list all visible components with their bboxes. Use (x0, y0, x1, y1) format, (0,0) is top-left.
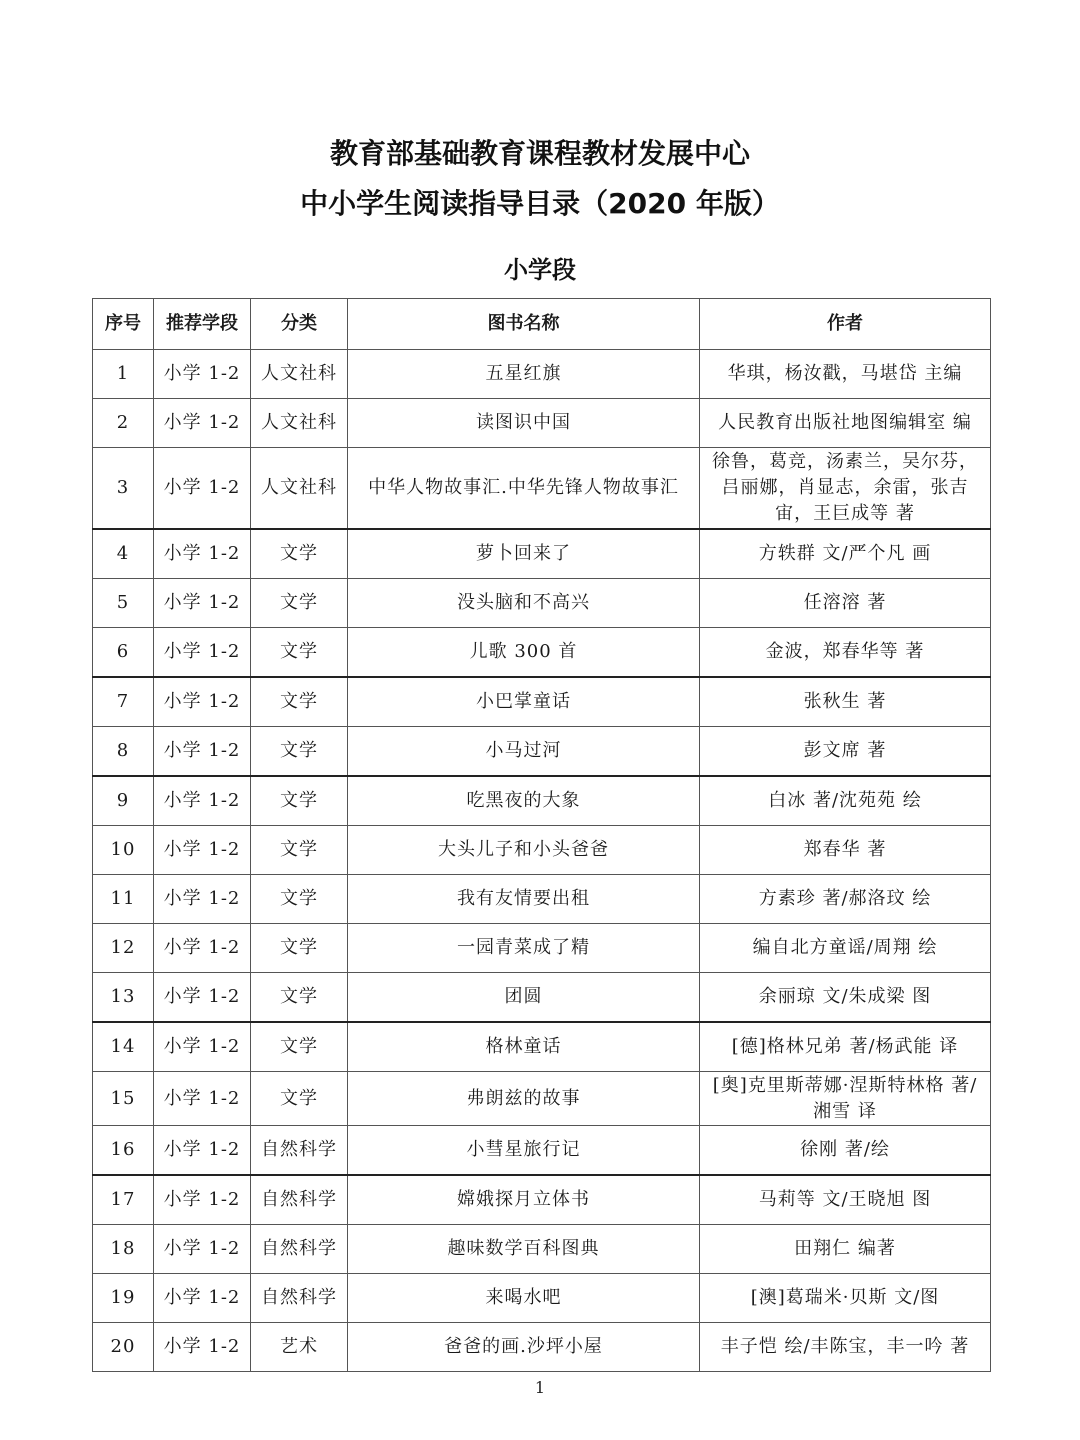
cell-book-title: 爸爸的画.沙坪小屋 (348, 1323, 700, 1372)
cell-grade: 小学 1-2 (154, 924, 251, 973)
cell-book-title: 小彗星旅行记 (348, 1126, 700, 1176)
cell-book-title: 来喝水吧 (348, 1274, 700, 1323)
table-row (93, 776, 991, 826)
cell-index: 5 (93, 579, 154, 628)
cell-index: 13 (93, 973, 154, 1023)
cell-category: 文学 (251, 579, 348, 628)
table-row (93, 1225, 991, 1274)
document-title-line2: 中小学生阅读指导目录（2020 年版） (300, 187, 780, 220)
cell-grade: 小学 1-2 (154, 727, 251, 777)
cell-category: 自然科学 (251, 1274, 348, 1323)
cell-book-title: 一园青菜成了精 (348, 924, 700, 973)
cell-index: 6 (93, 628, 154, 678)
cell-book-title: 小巴掌童话 (348, 677, 700, 727)
cell-book-title: 我有友情要出租 (348, 875, 700, 924)
cell-index: 3 (93, 448, 154, 530)
cell-grade: 小学 1-2 (154, 826, 251, 875)
cell-book-title: 团圆 (348, 973, 700, 1023)
cell-index: 14 (93, 1022, 154, 1072)
cell-author: 丰子恺 绘/丰陈宝，丰一吟 著 (700, 1323, 991, 1372)
cell-author: 余丽琼 文/朱成梁 图 (700, 973, 991, 1023)
table-row (93, 579, 991, 628)
header-index: 序号 (93, 299, 154, 350)
cell-book-title: 大头儿子和小头爸爸 (348, 826, 700, 875)
cell-author: 任溶溶 著 (700, 579, 991, 628)
cell-category: 文学 (251, 826, 348, 875)
table-row (93, 727, 991, 777)
cell-book-title: 读图识中国 (348, 399, 700, 448)
cell-book-title: 五星红旗 (348, 350, 700, 399)
table-row (93, 1323, 991, 1372)
cell-index: 18 (93, 1225, 154, 1274)
table-row (93, 529, 991, 579)
cell-grade: 小学 1-2 (154, 677, 251, 727)
page-number: 1 (534, 1378, 546, 1397)
cell-category: 文学 (251, 1022, 348, 1072)
cell-category: 文学 (251, 529, 348, 579)
cell-author: 马莉等 文/王晓旭 图 (700, 1175, 991, 1225)
cell-index: 16 (93, 1126, 154, 1176)
cell-book-title: 小马过河 (348, 727, 700, 777)
cell-grade: 小学 1-2 (154, 973, 251, 1023)
cell-category: 人文社科 (251, 350, 348, 399)
cell-grade: 小学 1-2 (154, 1274, 251, 1323)
cell-book-title: 嫦娥探月立体书 (348, 1175, 700, 1225)
table-body (93, 350, 991, 1372)
cell-grade: 小学 1-2 (154, 1022, 251, 1072)
cell-book-title: 吃黑夜的大象 (348, 776, 700, 826)
cell-book-title: 趣味数学百科图典 (348, 1225, 700, 1274)
cell-author: [奥]克里斯蒂娜·涅斯特林格 著/湘雪 译 (700, 1072, 991, 1126)
cell-category: 自然科学 (251, 1175, 348, 1225)
cell-grade: 小学 1-2 (154, 1072, 251, 1126)
cell-category: 文学 (251, 973, 348, 1023)
cell-author: 徐鲁，葛竞，汤素兰，吴尔芬，吕丽娜，肖显志，余雷，张吉宙，王巨成等 著 (700, 448, 991, 530)
cell-index: 4 (93, 529, 154, 579)
cell-index: 15 (93, 1072, 154, 1126)
cell-grade: 小学 1-2 (154, 1126, 251, 1176)
table-row (93, 875, 991, 924)
cell-category: 文学 (251, 924, 348, 973)
cell-index: 8 (93, 727, 154, 777)
cell-grade: 小学 1-2 (154, 1175, 251, 1225)
cell-grade: 小学 1-2 (154, 350, 251, 399)
cell-category: 文学 (251, 628, 348, 678)
cell-category: 艺术 (251, 1323, 348, 1372)
cell-author: 金波，郑春华等 著 (700, 628, 991, 678)
section-title: 小学段 (504, 256, 576, 284)
cell-category: 文学 (251, 677, 348, 727)
cell-author: 张秋生 著 (700, 677, 991, 727)
cell-category: 人文社科 (251, 399, 348, 448)
cell-category: 文学 (251, 776, 348, 826)
cell-index: 1 (93, 350, 154, 399)
table-row (93, 1175, 991, 1225)
cell-grade: 小学 1-2 (154, 579, 251, 628)
cell-book-title: 萝卜回来了 (348, 529, 700, 579)
cell-category: 自然科学 (251, 1225, 348, 1274)
table-row (93, 826, 991, 875)
cell-index: 12 (93, 924, 154, 973)
document-title-line1: 教育部基础教育课程教材发展中心 (329, 137, 750, 170)
cell-grade: 小学 1-2 (154, 399, 251, 448)
table-header-row (93, 299, 991, 350)
cell-author: 郑春华 著 (700, 826, 991, 875)
table-row (93, 924, 991, 973)
cell-grade: 小学 1-2 (154, 776, 251, 826)
cell-author: 田翔仁 编著 (700, 1225, 991, 1274)
cell-index: 9 (93, 776, 154, 826)
table-row (93, 448, 991, 530)
cell-author: 白冰 著/沈苑苑 绘 (700, 776, 991, 826)
cell-author: 编自北方童谣/周翔 绘 (700, 924, 991, 973)
table-row (93, 1022, 991, 1072)
cell-author: [澳]葛瑞米·贝斯 文/图 (700, 1274, 991, 1323)
table-row (93, 399, 991, 448)
cell-index: 2 (93, 399, 154, 448)
table-row (93, 1126, 991, 1176)
cell-book-title: 格林童话 (348, 1022, 700, 1072)
cell-index: 10 (93, 826, 154, 875)
table-row (93, 1072, 991, 1126)
cell-book-title: 中华人物故事汇.中华先锋人物故事汇 (348, 448, 700, 530)
cell-grade: 小学 1-2 (154, 1225, 251, 1274)
cell-index: 7 (93, 677, 154, 727)
table-row (93, 677, 991, 727)
header-author: 作者 (700, 299, 991, 350)
cell-grade: 小学 1-2 (154, 1323, 251, 1372)
cell-book-title: 弗朗兹的故事 (348, 1072, 700, 1126)
cell-grade: 小学 1-2 (154, 448, 251, 530)
cell-index: 11 (93, 875, 154, 924)
cell-author: 徐刚 著/绘 (700, 1126, 991, 1176)
header-book-title: 图书名称 (348, 299, 700, 350)
cell-category: 人文社科 (251, 448, 348, 530)
cell-grade: 小学 1-2 (154, 875, 251, 924)
cell-category: 文学 (251, 1072, 348, 1126)
cell-index: 19 (93, 1274, 154, 1323)
table-row (93, 350, 991, 399)
header-category: 分类 (251, 299, 348, 350)
cell-grade: 小学 1-2 (154, 529, 251, 579)
cell-category: 自然科学 (251, 1126, 348, 1176)
table-row (93, 628, 991, 678)
header-grade: 推荐学段 (154, 299, 251, 350)
table-row (93, 1274, 991, 1323)
cell-index: 17 (93, 1175, 154, 1225)
cell-category: 文学 (251, 727, 348, 777)
table-row (93, 973, 991, 1023)
cell-author: 人民教育出版社地图编辑室 编 (700, 399, 991, 448)
cell-grade: 小学 1-2 (154, 628, 251, 678)
cell-author: 彭文席 著 (700, 727, 991, 777)
cell-author: 华琪，杨汝戳，马堪岱 主编 (700, 350, 991, 399)
cell-author: 方轶群 文/严个凡 画 (700, 529, 991, 579)
cell-index: 20 (93, 1323, 154, 1372)
reading-catalog-table (92, 298, 991, 1372)
cell-author: [德]格林兄弟 著/杨武能 译 (700, 1022, 991, 1072)
cell-category: 文学 (251, 875, 348, 924)
cell-book-title: 儿歌 300 首 (348, 628, 700, 678)
cell-author: 方素珍 著/郝洛玟 绘 (700, 875, 991, 924)
cell-book-title: 没头脑和不高兴 (348, 579, 700, 628)
